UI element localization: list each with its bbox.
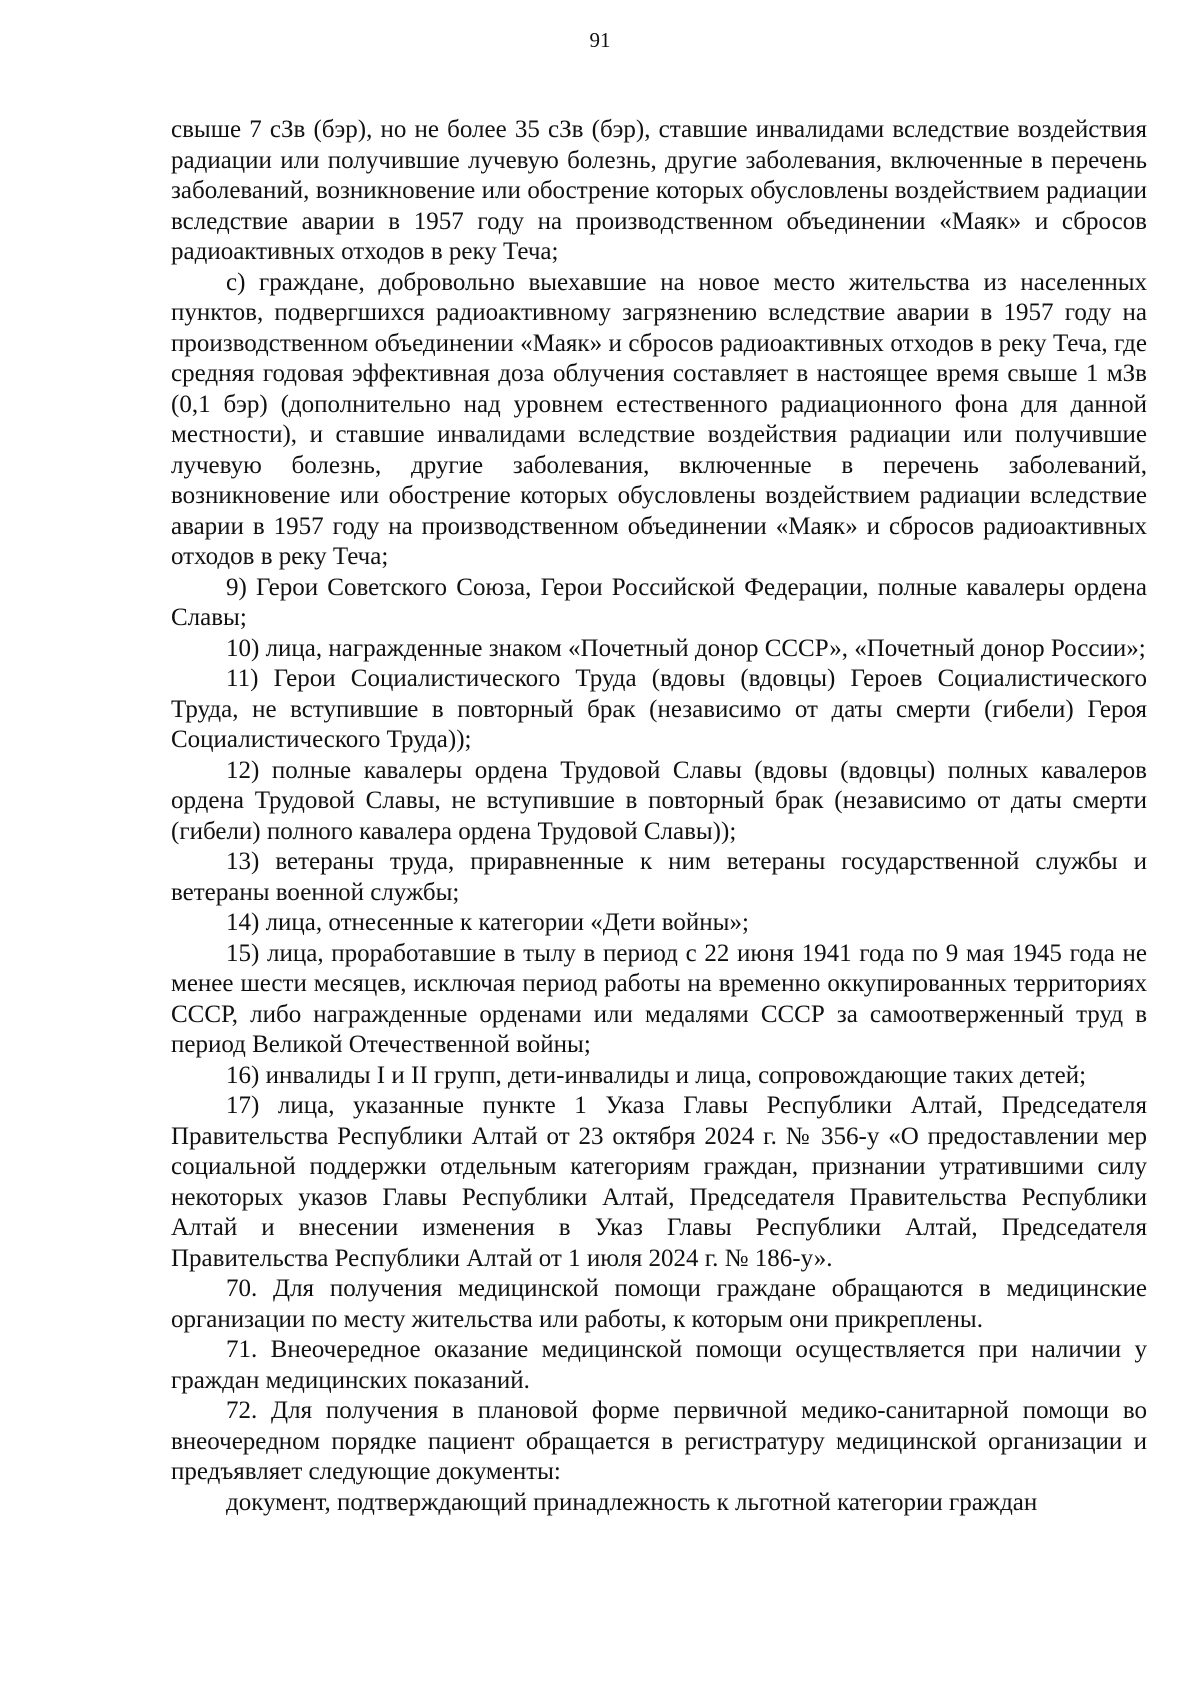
paragraph-clause-71: 71. Внеочередное оказание медицинской помощи осуществляется при наличии у граждан медицинских показаний. (171, 1336, 1147, 1394)
paragraph-item-16: 16) инвалиды I и II групп, дети-инвалиды и лица, сопровождающие таких детей; (226, 1061, 1087, 1089)
paragraph-item-9: 9) Герои Советского Союза, Герои Российской Федерации, полные кавалеры ордена Славы; (171, 573, 1147, 631)
paragraph-item-12: 12) полные кавалеры ордена Трудовой Славы (вдовы (вдовцы) полных кавалеров ордена Трудовой Славы, не вступившие в повторный брак (независимо от даты смерти (гибели) полного кавалера ордена Трудовой Славы)); (171, 756, 1147, 845)
paragraph-item-13: 13) ветераны труда, приравненные к ним ветераны государственной службы и ветераны военной службы; (171, 848, 1147, 906)
paragraph-continuation: свыше 7 сЗв (бэр), но не более 35 сЗв (бэр), ставшие инвалидами вследствие воздействия радиации или получившие лучевую болезнь, другие заболевания, включенные в перечень заболеваний, возникновение или обострение которых обусловлены воздействием радиации вследствие аварии в 1957 году на производственном объединении «Маяк» и сбросов радиоактивных отходов в реку Теча; (171, 116, 1147, 265)
paragraph-item-15: 15) лица, проработавшие в тылу в период с 22 июня 1941 года по 9 мая 1945 года не менее шести месяцев, исключая период работы на временно оккупированных территориях СССР, либо награжденные орденами или медалями СССР за самоотверженный труд в период Великой Отечественной войны; (171, 939, 1147, 1058)
paragraph-document-list-item: документ, подтверждающий принадлежность к льготной категории граждан (226, 1488, 1038, 1516)
paragraph-item-c: с) граждане, добровольно выехавшие на новое место жительства из населенных пунктов, подвергшихся радиоактивному загрязнению вследствие аварии в 1957 году на производственном объединении «Маяк» и сбросов радиоактивных отходов в реку Теча, где средняя годовая эффективная доза облучения составляет в настоящее время свыше 1 мЗв (0,1 бэр) (дополнительно над уровнем естественного радиационного фона для данной местности), и ставшие инвалидами вследствие воздействия радиации или получившие лучевую болезнь, другие заболевания, включенные в перечень заболеваний, возникновение или обострение которых обусловлены воздействием радиации вследствие аварии в 1957 году на производственном объединении «Маяк» и сбросов радиоактивных отходов в реку Теча; (171, 268, 1147, 570)
paragraph-clause-72: 72. Для получения в плановой форме первичной медико-санитарной помощи во внеочередном порядке пациент обращается в регистратуру медицинской организации и предъявляет следующие документы: (171, 1397, 1147, 1485)
paragraph-clause-70: 70. Для получения медицинской помощи граждане обращаются в медицинские организации по месту жительства или работы, к которым они прикреплены. (171, 1275, 1147, 1333)
document-body (171, 115, 1147, 1518)
paragraph-item-10: 10) лица, награжденные знаком «Почетный донор СССР», «Почетный донор России»; (226, 634, 1146, 662)
paragraph-item-11: 11) Герои Социалистического Труда (вдовы (вдовцы) Героев Социалистического Труда, не вступившие в повторный брак (независимо от даты смерти (гибели) Героя Социалистического Труда)); (171, 665, 1147, 753)
paragraph-item-14: 14) лица, отнесенные к категории «Дети войны»; (226, 909, 749, 936)
page-number: 91 (589, 28, 611, 52)
paragraph-item-17: 17) лица, указанные пункте 1 Указа Главы Республики Алтай, Председателя Правительства Республики Алтай от 23 октября 2024 г. № 356-у «О предоставлении мер социальной поддержки отдельным категориям граждан, признании утратившими силу некоторых указов Главы Республики Алтай, Председателя Правительства Республики Алтай и внесении изменения в Указ Главы Республики Алтай, Председателя Правительства Республики Алтай от 1 июля 2024 г. № 186-у». (171, 1092, 1147, 1272)
